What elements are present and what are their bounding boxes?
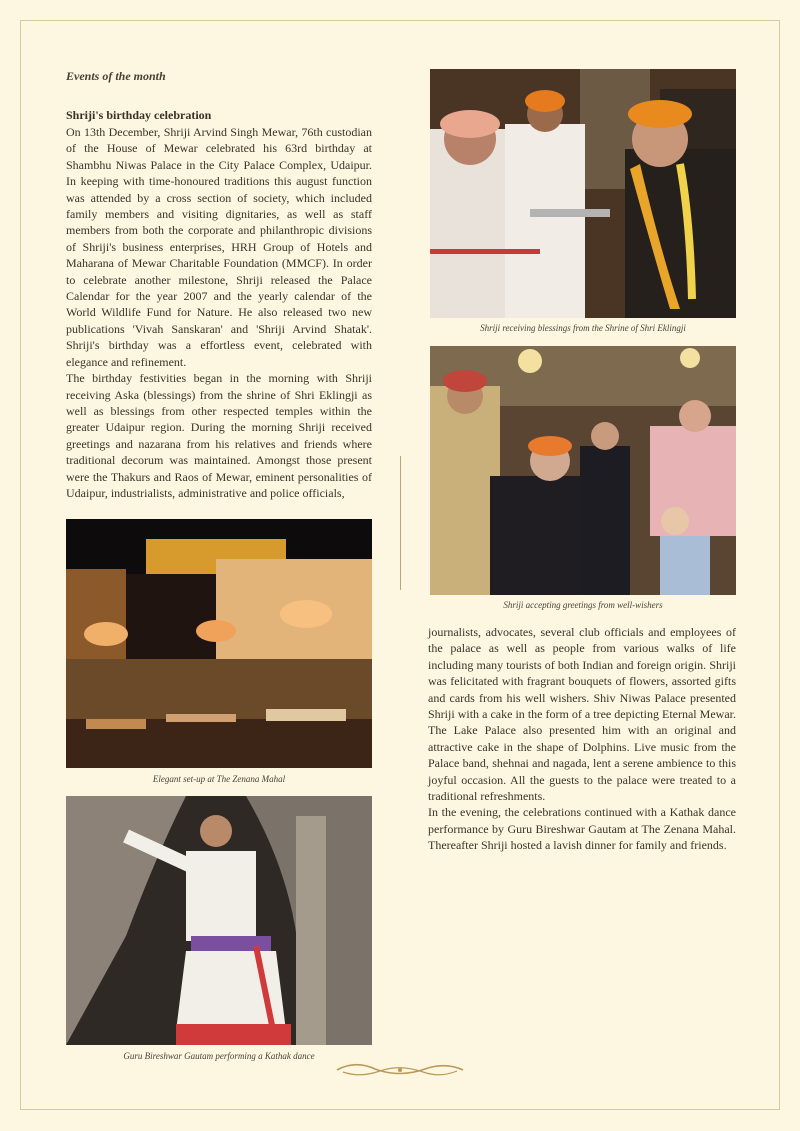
paragraph-1: On 13th December, Shriji Arvind Singh Mewar, 76th custodian of the House of Mewar celebrated his 63rd birthday at Shambhu Niwas Palace in the City Palace Complex, Udaipur. In keeping with time-honoured traditions this august function was attended by a cross section of society, which included family members and visiting dignitaries, as well as staff members from both the corporate and philanthropic divisions of Shriji's business enterprises, HRH Group of Hotels and Maharana of Mewar Charitable Foundation (MMCF). In order to celebrate another milestone, Shriji released the Palace Calendar for the year 2007 and the yearly calendar of the World Wildlife Fund for Nature. He also released two new publications 'Vivah Sanskaran' and 'Shriji Arvind Shatak'. Shriji's birthday was a effortless event, celebrated with elegance and refinement. [66, 125, 372, 369]
caption-setup: Elegant set-up at The Zenana Mahal [152, 774, 286, 784]
paragraph-4: In the evening, the celebrations continued with a Kathak dance performance by Guru Bireshwar Gautam at The Zenana Mahal. Thereafter Shriji hosted a lavish dinner for family and friends. [428, 805, 736, 853]
ornament-divider [335, 1060, 465, 1080]
article-heading: Shriji's birthday celebration [66, 108, 212, 122]
caption-dance: Guru Bireshwar Gautam performing a Kathak dance [123, 1051, 315, 1061]
right-column-text [428, 624, 736, 854]
column-divider [400, 456, 401, 590]
section-title: Events of the month [66, 69, 166, 83]
caption-greetings: Shriji accepting greetings from well-wishers [503, 600, 663, 610]
photo-blessings [430, 69, 736, 318]
photo-greetings [430, 346, 736, 595]
photo-dance [66, 796, 372, 1045]
caption-blessings: Shriji receiving blessings from the Shrine of Shri Eklingji [480, 323, 686, 333]
photo-setup [66, 519, 372, 768]
paragraph-3: journalists, advocates, several club officials and employees of the palace as well as people from various walks of life including many tourists of both Indian and foreign origin. Shriji was felicitated with fragrant bouquets of flowers, assorted gifts and cards from his well wishers. Shiv Niwas Palace presented Shriji with a cake in the form of a tree depicting Eternal Mewar. The Lake Palace also presented him with an original and attractive cake in the shape of Dolphins. Live music from the Palace band, shehnai and nagada, lent a serene ambience to this joyful occasion. All the guests to the palace were treated to a traditional refreshments. [428, 625, 736, 804]
paragraph-2: The birthday festivities began in the morning with Shriji receiving Aska (blessings) from the shrine of Shri Eklingji as well as blessings from other respected temples within the greater Udaipur region. During the morning Shriji received greetings and nazarana from his relatives and friends where traditional decorum was maintained. Amongst those present were the Thakurs and Raos of Mewar, eminent personalities of Udaipur, industrialists, administrative and police officials, [66, 371, 372, 500]
left-column-text [66, 124, 372, 501]
